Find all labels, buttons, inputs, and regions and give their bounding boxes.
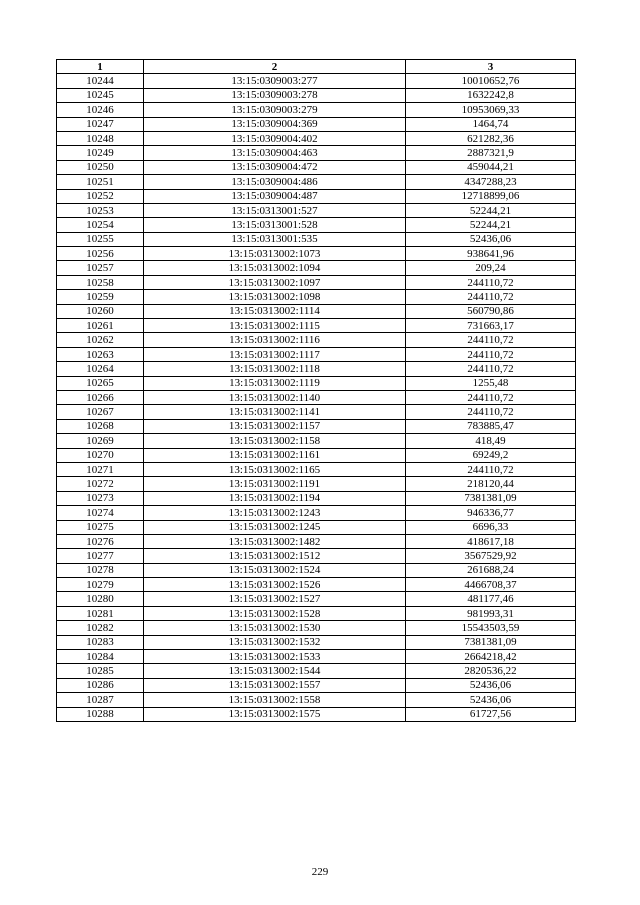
row-number-cell: 10274	[57, 506, 144, 520]
value-cell: 1632242,8	[406, 88, 576, 102]
row-number-cell: 10252	[57, 189, 144, 203]
value-cell: 621282,36	[406, 131, 576, 145]
row-number-cell: 10257	[57, 261, 144, 275]
value-cell: 2887321,9	[406, 146, 576, 160]
row-number-cell: 10253	[57, 203, 144, 217]
table-row	[57, 117, 576, 131]
cadastral-number-cell: 13:15:0309004:463	[144, 146, 406, 160]
cadastral-number-cell: 13:15:0313002:1094	[144, 261, 406, 275]
table-row	[57, 362, 576, 376]
value-cell: 731663,17	[406, 319, 576, 333]
table-row	[57, 434, 576, 448]
row-number-cell: 10261	[57, 319, 144, 333]
value-cell: 946336,77	[406, 506, 576, 520]
cadastral-number-cell: 13:15:0313002:1557	[144, 678, 406, 692]
row-number-cell: 10288	[57, 707, 144, 721]
cadastral-number-cell: 13:15:0313002:1482	[144, 534, 406, 548]
table-row	[57, 290, 576, 304]
table-row	[57, 405, 576, 419]
row-number-cell: 10279	[57, 578, 144, 592]
table-row	[57, 678, 576, 692]
row-number-cell: 10283	[57, 635, 144, 649]
cadastral-number-cell: 13:15:0313002:1119	[144, 376, 406, 390]
value-cell: 938641,96	[406, 247, 576, 261]
value-cell: 7381381,09	[406, 491, 576, 505]
cadastral-number-cell: 13:15:0313002:1098	[144, 290, 406, 304]
value-cell: 261688,24	[406, 563, 576, 577]
table-row	[57, 218, 576, 232]
row-number-cell: 10248	[57, 131, 144, 145]
cadastral-number-cell: 13:15:0313001:527	[144, 203, 406, 217]
value-cell: 4466708,37	[406, 578, 576, 592]
table-row	[57, 707, 576, 721]
cadastral-number-cell: 13:15:0313002:1527	[144, 592, 406, 606]
table-row	[57, 347, 576, 361]
cadastral-number-cell: 13:15:0313001:528	[144, 218, 406, 232]
row-number-cell: 10250	[57, 160, 144, 174]
row-number-cell: 10275	[57, 520, 144, 534]
cadastral-number-cell: 13:15:0313002:1141	[144, 405, 406, 419]
cadastral-number-cell: 13:15:0309003:277	[144, 74, 406, 88]
row-number-cell: 10287	[57, 693, 144, 707]
table-row	[57, 621, 576, 635]
row-number-cell: 10254	[57, 218, 144, 232]
cadastral-number-cell: 13:15:0313002:1157	[144, 419, 406, 433]
row-number-cell: 10273	[57, 491, 144, 505]
cadastral-number-cell: 13:15:0313002:1115	[144, 319, 406, 333]
row-number-cell: 10256	[57, 247, 144, 261]
cadastral-number-cell: 13:15:0309004:402	[144, 131, 406, 145]
table-row	[57, 304, 576, 318]
table-row	[57, 333, 576, 347]
table-row	[57, 506, 576, 520]
value-cell: 218120,44	[406, 477, 576, 491]
value-cell: 69249,2	[406, 448, 576, 462]
value-cell: 981993,31	[406, 606, 576, 620]
cadastral-number-cell: 13:15:0313002:1512	[144, 549, 406, 563]
value-cell: 244110,72	[406, 333, 576, 347]
table-row	[57, 390, 576, 404]
row-number-cell: 10246	[57, 103, 144, 117]
table-row	[57, 261, 576, 275]
cadastral-number-cell: 13:15:0309003:278	[144, 88, 406, 102]
row-number-cell: 10268	[57, 419, 144, 433]
value-cell: 244110,72	[406, 390, 576, 404]
row-number-cell: 10286	[57, 678, 144, 692]
row-number-cell: 10264	[57, 362, 144, 376]
column-header-1: 1	[57, 60, 144, 74]
value-cell: 12718899,06	[406, 189, 576, 203]
cadastral-number-cell: 13:15:0313002:1544	[144, 664, 406, 678]
cadastral-number-cell: 13:15:0313002:1575	[144, 707, 406, 721]
value-cell: 7381381,09	[406, 635, 576, 649]
table-row	[57, 549, 576, 563]
row-number-cell: 10270	[57, 448, 144, 462]
table-row	[57, 592, 576, 606]
row-number-cell: 10282	[57, 621, 144, 635]
cadastral-number-cell: 13:15:0313002:1158	[144, 434, 406, 448]
value-cell: 52436,06	[406, 693, 576, 707]
table-row	[57, 563, 576, 577]
table-row	[57, 520, 576, 534]
value-cell: 61727,56	[406, 707, 576, 721]
row-number-cell: 10277	[57, 549, 144, 563]
value-cell: 1464,74	[406, 117, 576, 131]
row-number-cell: 10266	[57, 390, 144, 404]
row-number-cell: 10278	[57, 563, 144, 577]
table-row	[57, 74, 576, 88]
cadastral-number-cell: 13:15:0313002:1097	[144, 275, 406, 289]
value-cell: 459044,21	[406, 160, 576, 174]
row-number-cell: 10271	[57, 462, 144, 476]
cadastral-number-cell: 13:15:0313001:535	[144, 232, 406, 246]
cadastral-number-cell: 13:15:0309004:487	[144, 189, 406, 203]
table-row	[57, 203, 576, 217]
cadastral-number-cell: 13:15:0313002:1524	[144, 563, 406, 577]
table-row	[57, 664, 576, 678]
column-header-3: 3	[406, 60, 576, 74]
cadastral-number-cell: 13:15:0313002:1245	[144, 520, 406, 534]
table-row	[57, 534, 576, 548]
row-number-cell: 10284	[57, 650, 144, 664]
value-cell: 244110,72	[406, 462, 576, 476]
row-number-cell: 10260	[57, 304, 144, 318]
row-number-cell: 10269	[57, 434, 144, 448]
row-number-cell: 10255	[57, 232, 144, 246]
page-number: 229	[311, 866, 329, 878]
cadastral-number-cell: 13:15:0313002:1117	[144, 347, 406, 361]
row-number-cell: 10247	[57, 117, 144, 131]
value-cell: 244110,72	[406, 347, 576, 361]
value-cell: 52244,21	[406, 203, 576, 217]
table-row	[57, 376, 576, 390]
cadastral-number-cell: 13:15:0313002:1194	[144, 491, 406, 505]
table-row	[57, 247, 576, 261]
cadastral-number-cell: 13:15:0313002:1191	[144, 477, 406, 491]
table-row	[57, 419, 576, 433]
value-cell: 15543503,59	[406, 621, 576, 635]
table-row	[57, 448, 576, 462]
value-cell: 4347288,23	[406, 175, 576, 189]
cadastral-number-cell: 13:15:0313002:1526	[144, 578, 406, 592]
cadastral-number-cell: 13:15:0313002:1165	[144, 462, 406, 476]
table-row	[57, 693, 576, 707]
table-row	[57, 232, 576, 246]
row-number-cell: 10249	[57, 146, 144, 160]
value-cell: 2820536,22	[406, 664, 576, 678]
value-cell: 6696,33	[406, 520, 576, 534]
table-row	[57, 477, 576, 491]
cadastral-number-cell: 13:15:0309004:486	[144, 175, 406, 189]
cadastral-number-cell: 13:15:0309003:279	[144, 103, 406, 117]
table-row	[57, 650, 576, 664]
cadastral-number-cell: 13:15:0313002:1558	[144, 693, 406, 707]
table-row	[57, 635, 576, 649]
row-number-cell: 10244	[57, 74, 144, 88]
row-number-cell: 10245	[57, 88, 144, 102]
table-row	[57, 160, 576, 174]
value-cell: 418617,18	[406, 534, 576, 548]
table-row	[57, 146, 576, 160]
row-number-cell: 10263	[57, 347, 144, 361]
value-cell: 244110,72	[406, 275, 576, 289]
value-cell: 2664218,42	[406, 650, 576, 664]
table-row	[57, 491, 576, 505]
value-cell: 244110,72	[406, 405, 576, 419]
value-cell: 418,49	[406, 434, 576, 448]
row-number-cell: 10262	[57, 333, 144, 347]
row-number-cell: 10281	[57, 606, 144, 620]
cadastral-number-cell: 13:15:0309004:472	[144, 160, 406, 174]
table-row	[57, 275, 576, 289]
value-cell: 560790,86	[406, 304, 576, 318]
value-cell: 244110,72	[406, 290, 576, 304]
value-cell: 244110,72	[406, 362, 576, 376]
value-cell: 209,24	[406, 261, 576, 275]
cadastral-number-cell: 13:15:0313002:1533	[144, 650, 406, 664]
cadastral-number-cell: 13:15:0313002:1118	[144, 362, 406, 376]
table-body	[57, 74, 576, 722]
cadastral-number-cell: 13:15:0313002:1073	[144, 247, 406, 261]
cadastral-number-cell: 13:15:0313002:1528	[144, 606, 406, 620]
table-row	[57, 319, 576, 333]
cadastral-number-cell: 13:15:0313002:1243	[144, 506, 406, 520]
cadastral-number-cell: 13:15:0309004:369	[144, 117, 406, 131]
row-number-cell: 10280	[57, 592, 144, 606]
cadastral-number-cell: 13:15:0313002:1116	[144, 333, 406, 347]
table-row	[57, 131, 576, 145]
table-header-row	[57, 60, 576, 74]
row-number-cell: 10272	[57, 477, 144, 491]
table-row	[57, 606, 576, 620]
table-row	[57, 578, 576, 592]
value-cell: 52244,21	[406, 218, 576, 232]
data-table	[56, 59, 576, 722]
row-number-cell: 10285	[57, 664, 144, 678]
value-cell: 10010652,76	[406, 74, 576, 88]
value-cell: 52436,06	[406, 232, 576, 246]
column-header-2: 2	[144, 60, 406, 74]
cadastral-number-cell: 13:15:0313002:1140	[144, 390, 406, 404]
row-number-cell: 10259	[57, 290, 144, 304]
cadastral-number-cell: 13:15:0313002:1530	[144, 621, 406, 635]
cadastral-number-cell: 13:15:0313002:1532	[144, 635, 406, 649]
row-number-cell: 10251	[57, 175, 144, 189]
row-number-cell: 10267	[57, 405, 144, 419]
table-row	[57, 189, 576, 203]
value-cell: 783885,47	[406, 419, 576, 433]
table-row	[57, 462, 576, 476]
table-row	[57, 103, 576, 117]
cadastral-number-cell: 13:15:0313002:1161	[144, 448, 406, 462]
cadastral-number-cell: 13:15:0313002:1114	[144, 304, 406, 318]
row-number-cell: 10258	[57, 275, 144, 289]
value-cell: 3567529,92	[406, 549, 576, 563]
row-number-cell: 10265	[57, 376, 144, 390]
value-cell: 1255,48	[406, 376, 576, 390]
value-cell: 10953069,33	[406, 103, 576, 117]
row-number-cell: 10276	[57, 534, 144, 548]
table-row	[57, 175, 576, 189]
table-row	[57, 88, 576, 102]
value-cell: 52436,06	[406, 678, 576, 692]
value-cell: 481177,46	[406, 592, 576, 606]
